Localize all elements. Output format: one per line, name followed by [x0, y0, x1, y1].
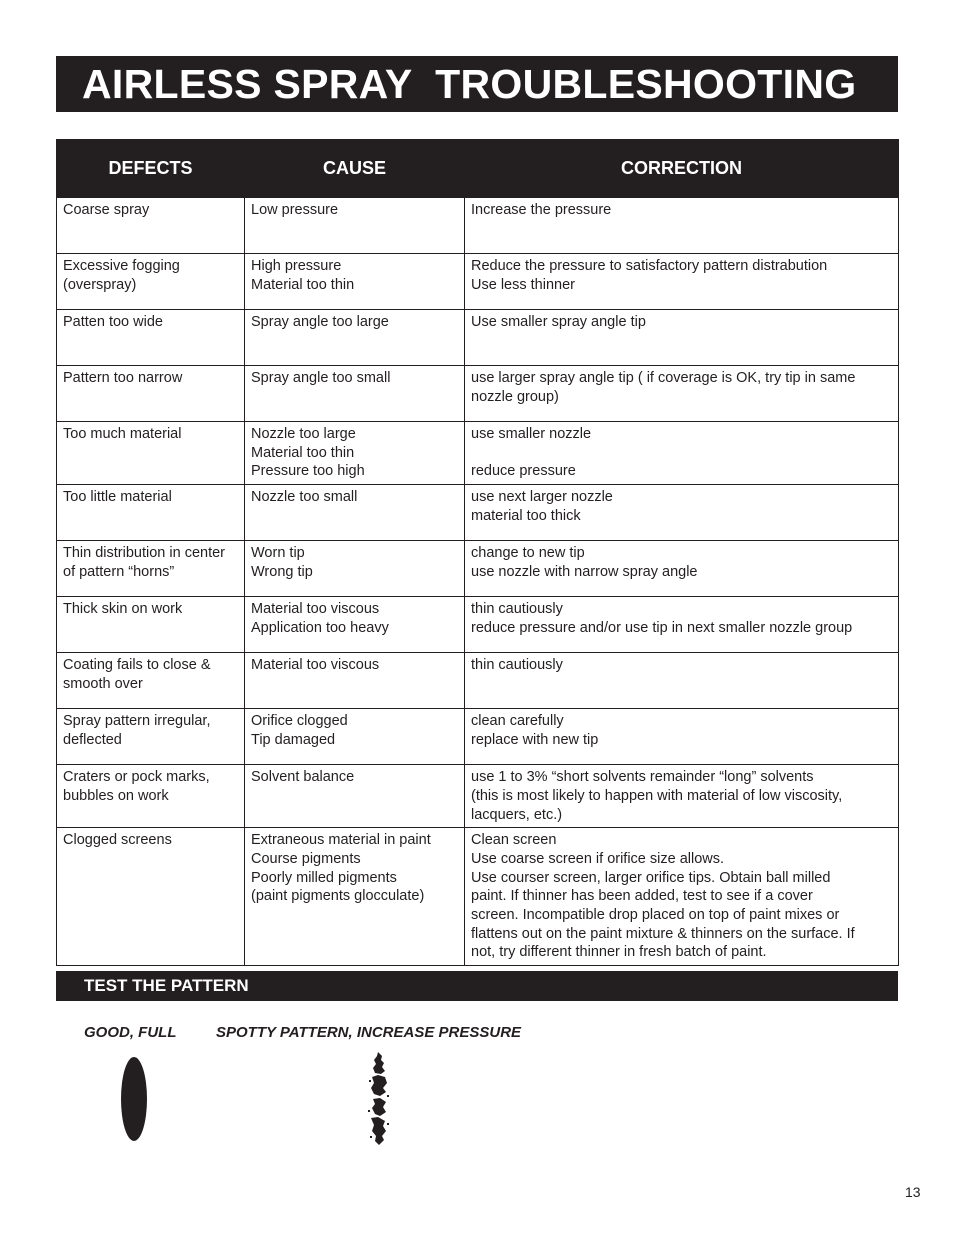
- correction-cell: [465, 485, 899, 541]
- table-row: [57, 765, 899, 828]
- table-row: [57, 597, 899, 653]
- defect-text-line: Spray pattern irregular,: [63, 713, 211, 730]
- good-pattern-label: GOOD, FULL: [84, 1024, 177, 1041]
- defect-text-line: Coarse spray: [63, 202, 150, 218]
- cause-text-line: Wrong tip: [251, 563, 313, 580]
- table-header-row: [57, 140, 899, 198]
- correction-text-line: material too thick: [471, 507, 581, 524]
- correction-text-line: nozzle group): [471, 388, 559, 405]
- correction-text-line: replace with new tip: [471, 731, 599, 748]
- defect-cell: [57, 541, 245, 597]
- defect-text-line: Excessive fogging: [63, 258, 180, 274]
- defect-cell: [57, 422, 245, 485]
- cause-cell: [245, 541, 465, 597]
- correction-text-line: Use coarse screen if orifice size allows.: [471, 850, 725, 867]
- correction-text-line: use smaller nozzle: [471, 426, 592, 442]
- defect-text-line: Pattern too narrow: [63, 370, 183, 386]
- correction-text-line: use next larger nozzle: [471, 489, 613, 506]
- defect-cell: [57, 366, 245, 422]
- defect-text-line: Thin distribution in center: [63, 545, 225, 562]
- cause-text-line: Spray angle too small: [251, 370, 391, 386]
- correction-cell: [465, 653, 899, 709]
- correction-cell: [465, 254, 899, 310]
- table-body: [57, 198, 899, 966]
- defect-cell: [57, 709, 245, 765]
- correction-cell: [465, 422, 899, 485]
- page-title: AIRLESS SPRAY TROUBLESHOOTING: [82, 60, 857, 107]
- cause-text-line: Low pressure: [251, 202, 339, 218]
- spotty-spray-pattern-icon: [366, 1050, 392, 1148]
- defect-text-line: Coating fails to close &: [63, 657, 211, 674]
- correction-cell: [465, 366, 899, 422]
- correction-text-line: flattens out on the paint mixture & thinners on the surface. If: [471, 925, 855, 942]
- defect-text-line: deflected: [63, 731, 122, 748]
- cause-text-line: Pressure too high: [251, 463, 365, 480]
- cause-text-line: Course pigments: [251, 850, 361, 867]
- defect-text-line: Craters or pock marks,: [63, 769, 210, 786]
- correction-text-line: Clean screen: [471, 832, 557, 849]
- table-row: [57, 254, 899, 310]
- correction-cell: [465, 709, 899, 765]
- cause-cell: [245, 422, 465, 485]
- cause-text-line: Poorly milled pigments: [251, 869, 397, 886]
- correction-cell: [465, 828, 899, 966]
- cause-cell: [245, 597, 465, 653]
- correction-text-line: lacquers, etc.): [471, 806, 563, 823]
- correction-text-line: (this is most likely to happen with material of low viscosity,: [471, 787, 843, 804]
- cause-text-line: Extraneous material in paint: [251, 832, 431, 849]
- defect-cell: [57, 254, 245, 310]
- cause-cell: [245, 254, 465, 310]
- spotty-pattern-label: SPOTTY PATTERN, INCREASE PRESSURE: [216, 1024, 522, 1041]
- correction-text-line: use larger spray angle tip ( if coverage is OK, try tip in same: [471, 370, 856, 386]
- good-spray-pattern-icon: [118, 1055, 150, 1145]
- cause-text-line: Solvent balance: [251, 769, 355, 786]
- correction-text-line: [471, 444, 892, 463]
- cause-cell: [245, 765, 465, 828]
- defect-cell: [57, 597, 245, 653]
- correction-cell: [465, 597, 899, 653]
- cause-text-line: Material too viscous: [251, 601, 380, 618]
- defect-text-line: (overspray): [63, 276, 137, 293]
- cause-text-line: Orifice clogged: [251, 713, 348, 730]
- correction-text-line: reduce pressure: [471, 463, 576, 480]
- defect-cell: [57, 653, 245, 709]
- correction-cell: [465, 310, 899, 366]
- cause-text-line: Material too thin: [251, 276, 355, 293]
- defect-cell: [57, 485, 245, 541]
- test-pattern-heading-bar: [56, 971, 898, 1001]
- defect-text-line: Too little material: [63, 489, 172, 506]
- title-banner: [56, 56, 898, 112]
- cause-cell: [245, 310, 465, 366]
- cause-cell: [245, 709, 465, 765]
- correction-text-line: not, try different thinner in fresh batch of paint.: [471, 944, 767, 961]
- cause-text-line: Spray angle too large: [251, 314, 389, 330]
- correction-text-line: Use less thinner: [471, 276, 575, 293]
- cause-text-line: Material too thin: [251, 444, 355, 461]
- defect-cell: [57, 828, 245, 966]
- column-header-defects: DEFECTS: [57, 140, 245, 198]
- correction-text-line: paint. If thinner has been added, test to see if a cover: [471, 888, 813, 905]
- troubleshooting-table: [56, 139, 899, 966]
- cause-text-line: Worn tip: [251, 545, 305, 562]
- cause-text-line: Application too heavy: [251, 619, 389, 636]
- cause-text-line: (paint pigments glocculate): [251, 888, 425, 905]
- cause-cell: [245, 198, 465, 254]
- table-row: [57, 310, 899, 366]
- cause-cell: [245, 828, 465, 966]
- correction-text-line: thin cautiously: [471, 657, 563, 674]
- table-row: [57, 485, 899, 541]
- correction-text-line: Use smaller spray angle tip: [471, 314, 646, 330]
- table-row: [57, 198, 899, 254]
- correction-cell: [465, 541, 899, 597]
- correction-cell: [465, 765, 899, 828]
- correction-text-line: clean carefully: [471, 713, 564, 730]
- defect-cell: [57, 310, 245, 366]
- correction-text-line: change to new tip: [471, 545, 585, 562]
- table-row: [57, 422, 899, 485]
- column-header-correction: CORRECTION: [465, 140, 899, 198]
- defect-text-line: of pattern “horns”: [63, 563, 175, 580]
- cause-text-line: High pressure: [251, 258, 342, 274]
- table-row: [57, 653, 899, 709]
- cause-cell: [245, 366, 465, 422]
- correction-text-line: use 1 to 3% “short solvents remainder “long” solvents: [471, 769, 814, 786]
- correction-text-line: use nozzle with narrow spray angle: [471, 563, 698, 580]
- table-row: [57, 541, 899, 597]
- cause-text-line: Nozzle too large: [251, 426, 356, 442]
- cause-cell: [245, 653, 465, 709]
- correction-text-line: screen. Incompatible drop placed on top of paint mixes or: [471, 907, 840, 924]
- correction-text-line: Reduce the pressure to satisfactory pattern distrabution: [471, 258, 828, 274]
- cause-text-line: Tip damaged: [251, 731, 336, 748]
- defect-text-line: Clogged screens: [63, 832, 172, 849]
- correction-cell: [465, 198, 899, 254]
- table-row: [57, 828, 899, 966]
- table-row: [57, 366, 899, 422]
- column-header-cause: CAUSE: [245, 140, 465, 198]
- cause-cell: [245, 485, 465, 541]
- defect-cell: [57, 198, 245, 254]
- defect-text-line: bubbles on work: [63, 787, 169, 804]
- defect-text-line: Patten too wide: [63, 314, 163, 330]
- correction-text-line: reduce pressure and/or use tip in next smaller nozzle group: [471, 619, 853, 636]
- defect-cell: [57, 765, 245, 828]
- test-pattern-heading: TEST THE PATTERN: [84, 976, 249, 995]
- correction-text-line: Increase the pressure: [471, 202, 612, 218]
- table-row: [57, 709, 899, 765]
- cause-text-line: Nozzle too small: [251, 489, 358, 506]
- defect-text-line: smooth over: [63, 675, 143, 692]
- defect-text-line: Thick skin on work: [63, 601, 183, 618]
- correction-text-line: thin cautiously: [471, 601, 563, 618]
- correction-text-line: Use courser screen, larger orifice tips. Obtain ball milled: [471, 869, 831, 886]
- page-number: 13: [905, 1184, 921, 1200]
- defect-text-line: Too much material: [63, 426, 182, 442]
- cause-text-line: Material too viscous: [251, 657, 380, 674]
